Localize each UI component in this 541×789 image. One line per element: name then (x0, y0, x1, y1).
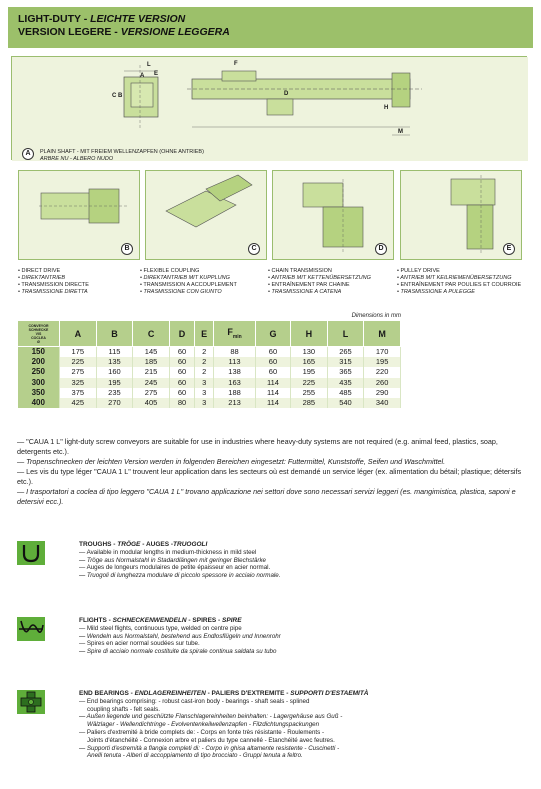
table-cell: 130 (291, 347, 328, 358)
table-cell: 60 (169, 347, 194, 358)
intro-fr: — Les vis du type léger "CAUA 1 L" trouvent leur application dans les secteurs où est demandé un service léger (ex. alimentation du bétail; plastique; détersifs etc.). (17, 467, 522, 486)
dim-label-e: E (154, 71, 159, 77)
table-row (18, 378, 401, 388)
flights-line: — Spire di acciaio normale costituite da spirale continua saldata su tubo (79, 648, 277, 656)
table-cell: 60 (169, 388, 194, 398)
drive-panel-b (18, 170, 140, 260)
table-row (18, 357, 401, 367)
plain-shaft-drawing-panel (11, 56, 527, 160)
troughs-line: — Tröge aus Normalstahl in Stadardlängen mit geringer Blechstärke (79, 556, 266, 564)
table-cell: 375 (60, 388, 97, 398)
row-header-cell: 400 (18, 398, 60, 408)
bearings-title: END BEARINGS - ENDLAGEREINHEITEN - PALIERS D'EXTREMITE - SUPPORTI D'ESTAEMITÀ (79, 690, 369, 697)
badge-e: E (503, 243, 515, 255)
conveyor-header: CONVEYOR SCHNECKE VIS COCLEA Ø (18, 321, 60, 347)
col-header-b: B (96, 321, 133, 347)
table-cell: 113 (214, 357, 256, 367)
table-cell: 225 (60, 357, 97, 367)
table-row (18, 367, 401, 377)
table-cell: 135 (96, 357, 133, 367)
page-header (8, 7, 533, 48)
table-cell: 2 (195, 347, 214, 358)
troughs-line: — Truogoli di lunghezza modulare di piccolo spessore in acciaio normale. (79, 572, 281, 580)
table-cell: 175 (60, 347, 97, 358)
table-row (18, 388, 401, 398)
dim-label-d: D (284, 91, 289, 97)
flights-line: — Spires en acier normal soudées sur tube. (79, 640, 200, 648)
table-cell: 540 (327, 398, 364, 408)
table-cell: 245 (133, 378, 170, 388)
col-header-m: M (364, 321, 401, 347)
table-cell: 114 (255, 378, 290, 388)
table-cell: 195 (364, 357, 401, 367)
intro-en: — "CAUA 1 L" light-duty screw conveyors are suitable for use in industries where heavy-duty systems are not required (e.g. animal feed, plastics, soap, detergents etc.). (17, 437, 498, 456)
dimensions-note: Dimensions in mm (351, 313, 401, 319)
col-header-l: L (327, 321, 364, 347)
table-cell: 270 (96, 398, 133, 408)
table-cell: 485 (327, 388, 364, 398)
table-cell: 425 (60, 398, 97, 408)
end-bearing-icon (17, 690, 45, 714)
dim-label-m: M (398, 129, 403, 135)
dim-label-f: F (234, 61, 238, 67)
table-cell: 215 (133, 367, 170, 377)
table-cell: 290 (364, 388, 401, 398)
dim-label-h: H (384, 105, 389, 111)
dim-label-l: L (147, 62, 151, 68)
table-cell: 220 (364, 367, 401, 377)
table-cell: 325 (60, 378, 97, 388)
plain-shaft-technical-drawing (12, 57, 528, 161)
bearings-line: — Supporti d'estremità a flangia completi di: - Corpo in ghisa altamente resistente - Cuscinetti - (79, 744, 340, 752)
troughs-line: — Available in modular lengths in medium-thickness in mild steel (79, 548, 257, 556)
flights-line: — Wendeln aus Normalstahl, bestehend aus Endlosflügeln und Innenrohr (79, 632, 281, 640)
col-header-h: H (291, 321, 328, 347)
table-cell: 114 (255, 388, 290, 398)
table-cell: 60 (169, 357, 194, 367)
dim-label-b: B (118, 93, 123, 99)
table-cell: 275 (60, 367, 97, 377)
table-cell: 260 (364, 378, 401, 388)
bearings-line: coupling shafts - felt seals. (87, 705, 160, 713)
table-cell: 2 (195, 367, 214, 377)
row-header-cell: 150 (18, 347, 60, 358)
table-cell: 265 (327, 347, 364, 358)
troughs-title: TROUGHS - TRÖGE - AUGES -TRUOGOLI (79, 541, 208, 548)
bearings-line: — End bearings comprising: - robust cast-iron body - bearings - shaft seals - splined (79, 697, 310, 705)
table-cell: 255 (291, 388, 328, 398)
table-cell: 185 (133, 357, 170, 367)
table-cell: 405 (133, 398, 170, 408)
flights-line: — Mild steel flights, continuous type, welded on centre pipe (79, 624, 242, 632)
table-cell: 195 (96, 378, 133, 388)
table-cell: 115 (96, 347, 133, 358)
col-header-g: G (255, 321, 290, 347)
table-cell: 60 (169, 367, 194, 377)
col-header-d: D (169, 321, 194, 347)
drive-panel-e (400, 170, 522, 260)
flight-spiral-icon (17, 617, 45, 641)
dim-label-a: A (140, 73, 145, 79)
table-cell: 225 (291, 378, 328, 388)
table-cell: 60 (255, 367, 290, 377)
col-header-f: $F_{min}$ (214, 321, 256, 347)
row-header-cell: 250 (18, 367, 60, 377)
badge-a: A (22, 148, 34, 160)
table-cell: 88 (214, 347, 256, 358)
table-cell: 3 (195, 388, 214, 398)
table-cell: 188 (214, 388, 256, 398)
plain-shaft-caption: PLAIN SHAFT - MIT FREIEM WELLENZAPFEN (OHNE ANTRIEB) ARBRE NU - ALBERO NUDO (40, 149, 204, 162)
table-cell: 435 (327, 378, 364, 388)
table-cell: 114 (255, 398, 290, 408)
dimensions-table (17, 320, 401, 408)
bearings-line: Joints d'étanchéité - Connexion arbre et paliers du type cannellé - Etanchéité avec feutres. (87, 736, 335, 744)
table-cell: 365 (327, 367, 364, 377)
col-header-a: A (60, 321, 97, 347)
table-cell: 138 (214, 367, 256, 377)
bearings-line: Anelli tenuta - Alberi di accoppiamento di tipo brocciato - Gruppi tenuta a feltro. (87, 752, 303, 760)
table-cell: 213 (214, 398, 256, 408)
drive-text-e: • PULLEY DRIVE • ANTRIEB MIT KEILRIEMENÜBERSETZUNG • ENTRAÎNEMENT PAR POULIES ET COURROIE • TRASMISSIONE A PULEGGE (397, 268, 522, 295)
table-cell: 165 (291, 357, 328, 367)
table-cell: 80 (169, 398, 194, 408)
table-cell: 60 (255, 357, 290, 367)
table-cell: 160 (96, 367, 133, 377)
col-header-c: C (133, 321, 170, 347)
table-row (18, 347, 401, 358)
flights-title: FLIGHTS - SCHNECKENWENDELN - SPIRES - SPIRE (79, 617, 242, 624)
drive-panel-c (145, 170, 267, 260)
bearings-line: — Außen liegende und geschützte Flanschlagereinheiten beinhalten: - Lagergehäuse aus Guß - (79, 713, 343, 721)
table-cell: 275 (133, 388, 170, 398)
table-cell: 2 (195, 357, 214, 367)
drive-panel-d (272, 170, 394, 260)
table-cell: 340 (364, 398, 401, 408)
drive-text-b: • DIRECT DRIVE • DIREKTANTRIEB • TRANSMISSION DIRECTE • TRASMISSIONE DIRETTA (18, 268, 89, 295)
table-cell: 3 (195, 378, 214, 388)
table-cell: 163 (214, 378, 256, 388)
table-cell: 195 (291, 367, 328, 377)
badge-d: D (375, 243, 387, 255)
table-cell: 170 (364, 347, 401, 358)
troughs-line: — Auges de longeurs modulaires de petite épaisseur en acier normal. (79, 564, 271, 572)
trough-icon (17, 541, 45, 565)
row-header-cell: 350 (18, 388, 60, 398)
bearings-line: — Paliers d'extremité à bride complets de: - Corps en fonte très résistante - Roulements - (79, 728, 325, 736)
intro-text (17, 437, 529, 507)
drive-text-d: • CHAIN TRANSMISSION • ANTRIEB MIT KETTENÜBERSETZUNG • ENTRAÎNEMENT PAR CHAINE • TRASMISSIONE A CATENA (268, 268, 371, 295)
dim-label-c: C (112, 93, 117, 99)
col-header-e: E (195, 321, 214, 347)
table-cell: 285 (291, 398, 328, 408)
table-cell: 3 (195, 398, 214, 408)
bearings-line: Wälzlager - Wellendichtringe - Evolventenkeilwellenzapfen - Filzdichtungspackungen (87, 721, 320, 729)
header-line-2: VERSION LEGERE - VERSIONE LEGGERA (18, 26, 230, 38)
table-cell: 145 (133, 347, 170, 358)
row-header-cell: 300 (18, 378, 60, 388)
table-row (18, 398, 401, 408)
drive-text-c: • FLEXIBLE COUPLING • DIREKTANTRIEB MIT KUPPLUNG • TRANSMISSION A ACCOUPLEMENT • TRASMISSIONE CON GIUNTO (140, 268, 237, 295)
table-header-row (18, 321, 401, 347)
header-line-1: LIGHT-DUTY - LEICHTE VERSION (18, 13, 186, 25)
badge-c: C (248, 243, 260, 255)
table-cell: 315 (327, 357, 364, 367)
row-header-cell: 200 (18, 357, 60, 367)
intro-it: — I trasportatori a coclea di tipo leggero "CAUA 1 L" trovano applicazione nei settori dove sono necessari servizi leggeri (es. mangimistica, plastica, saponi e detersivi ecc.). (17, 487, 516, 506)
badge-b: B (121, 243, 133, 255)
table-cell: 60 (169, 378, 194, 388)
intro-de: — Tropenschnecken der leichten Version werden in folgenden Bereichen eingesetzt: Futtermittel, Kunststoffe, Seifen und Waschmittel. (17, 457, 446, 466)
table-cell: 60 (255, 347, 290, 358)
dimensions-table-body (18, 347, 401, 409)
table-cell: 235 (96, 388, 133, 398)
